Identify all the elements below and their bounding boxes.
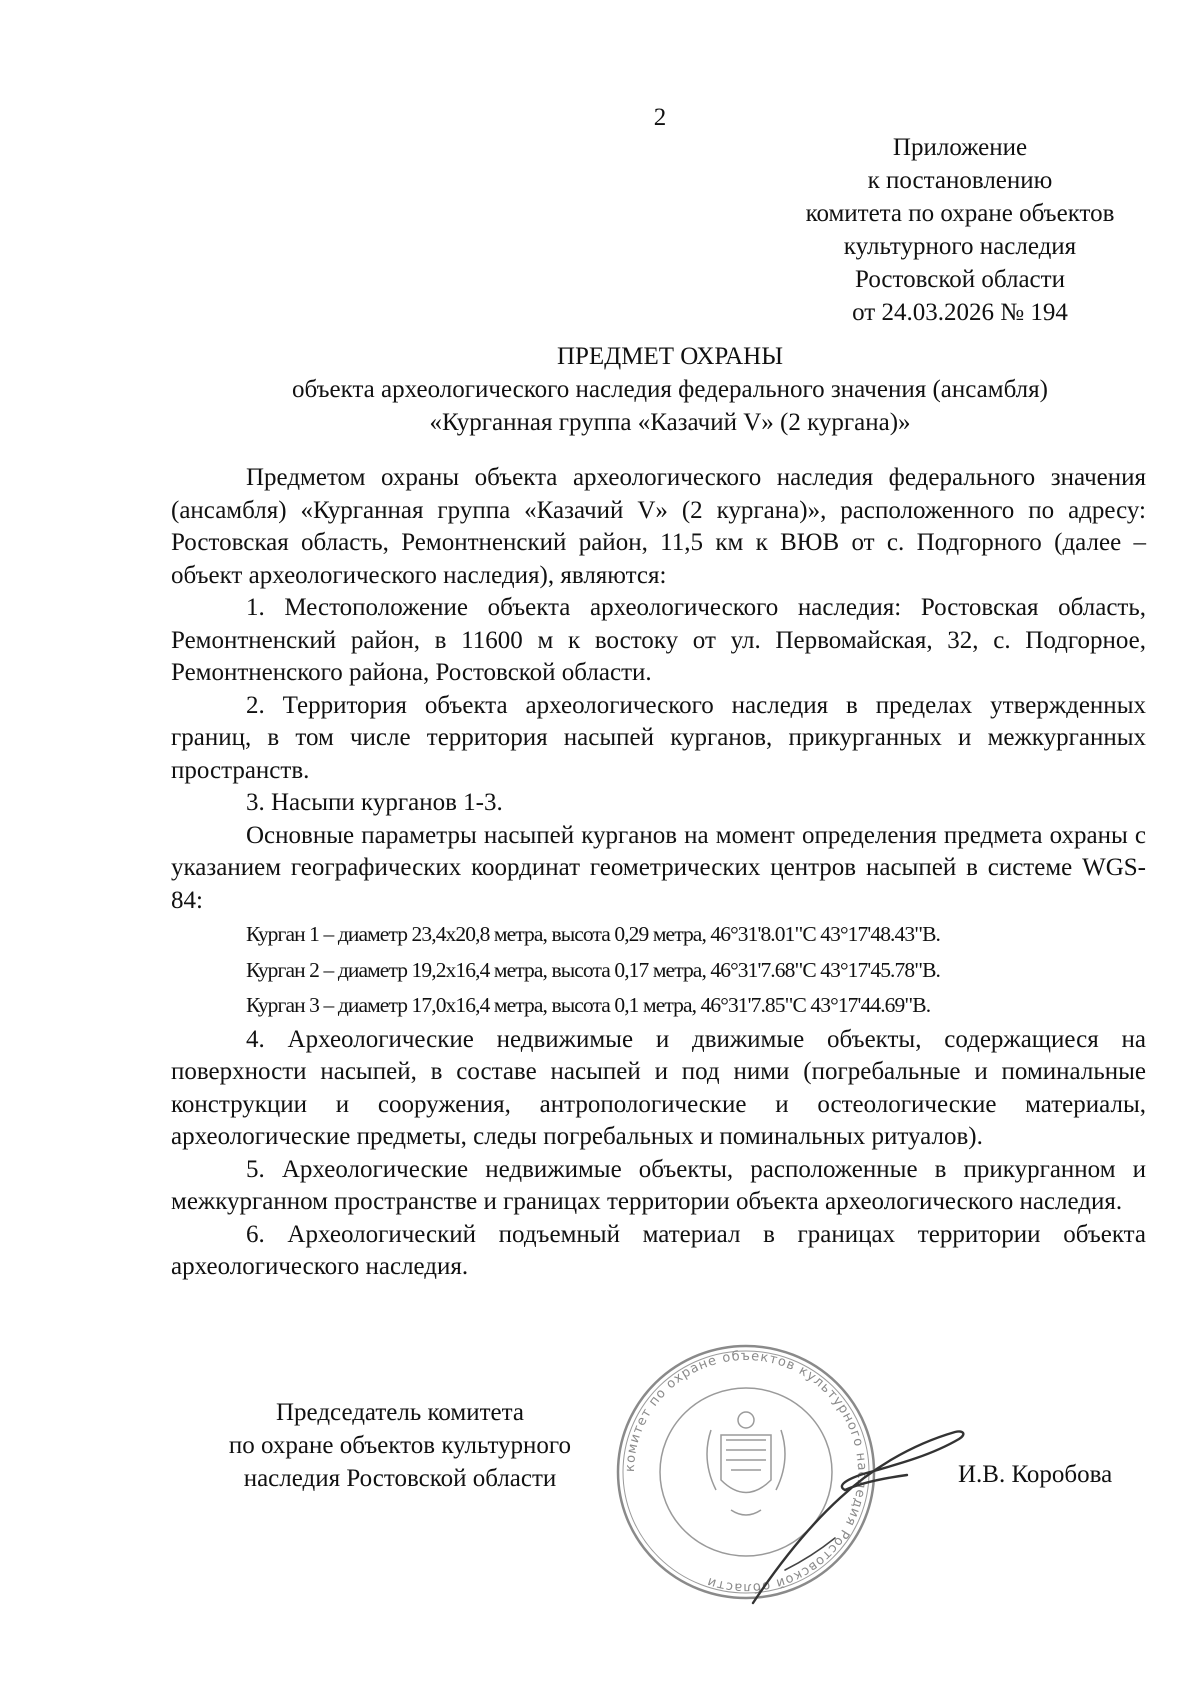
appendix-date-number: от 24.03.2026 № 194 [852,299,1068,326]
appendix-line: комитета по охране объектов [805,200,1115,227]
title-heading: ПРЕДМЕТ ОХРАНЫ [556,343,784,370]
document-body [171,462,1146,1284]
item-objects: 4. Археологические недвижимые и движимые объекты, содержащиеся на поверхности насыпей, в составе насыпей и под ними (погребальные и поминальные конструкции и сооружения, антропологические и остеологические материалы, археологические предметы, следы погребальных и поминальных ритуалов). [171,1025,1146,1150]
appendix-line: Ростовской области [855,266,1065,293]
kurgan-2-line: Курган 2 – диаметр 19,2х16,4 метра, высота 0,17 метра, 46°31'7.68"С 43°17'45.78"В. [246,957,941,982]
title-subtitle: объекта археологического наследия федерального значения (ансамбля) [292,376,1048,403]
appendix-block [760,131,1160,329]
params-paragraph: Основные параметры насыпей курганов на момент определения предмета охраны с указанием географических координат геометрических центров насыпей в системе WGS-84: [171,821,1146,914]
signer-position-line: наследия Ростовской области [243,1465,557,1492]
appendix-line: культурного наследия [843,233,1077,260]
intro-paragraph: Предметом охраны объекта археологического наследия федерального значения (ансамбля) «Курганная группа «Казачий V» (2 кургана)», расположенного по адресу: Ростовская область, Ремонтненский район, 11,5 км к ВЮВ от с. Подгорного (далее – объект археологического наследия), являются: [171,464,1146,589]
appendix-line: Приложение [892,134,1028,161]
kurgan-3-line: Курган 3 – диаметр 17,0х16,4 метра, высота 0,1 метра, 46°31'7.85"С 43°17'44.69"В. [246,993,931,1017]
title-object-name: «Курганная группа «Казачий V» (2 кургана)» [429,409,911,436]
handwritten-signature [745,1420,970,1610]
appendix-line: к постановлению [867,167,1053,194]
signer-name: И.В. Коробова [958,1461,1113,1488]
signer-position-line: Председатель комитета [276,1399,524,1426]
item-immovable-objects: 5. Археологические недвижимые объекты, расположенные в прикурганном и межкурганном пространстве и границах территории объекта археологического наследия. [171,1155,1146,1215]
item-surface-material: 6. Археологический подъемный материал в границах территории объекта археологического наследия. [171,1220,1146,1280]
signer-position [180,1396,620,1495]
item-territory: 2. Территория объекта археологического наследия в пределах утвержденных границ, в том числе территория насыпей курганов, прикурганных и межкурганных пространств. [171,691,1146,784]
kurgan-1-line: Курган 1 – диаметр 23,4х20,8 метра, высота 0,29 метра, 46°31'8.01"С 43°17'48.43"В. [246,922,941,946]
page-number: 2 [653,104,667,131]
document-title [170,340,1170,439]
item-location: 1. Местоположение объекта археологического наследия: Ростовская область, Ремонтненский район, в 11600 м к востоку от ул. Первомайская, 32, с. Подгорное, Ремонтненского района, Ростовской области. [171,594,1146,686]
signer-position-line: по охране объектов культурного [228,1432,572,1459]
stamp-ring-text: комитет по охране объектов культурного наследия Ростовской области [622,1348,870,1596]
item-mounds: 3. Насыпи курганов 1-3. [246,789,503,816]
